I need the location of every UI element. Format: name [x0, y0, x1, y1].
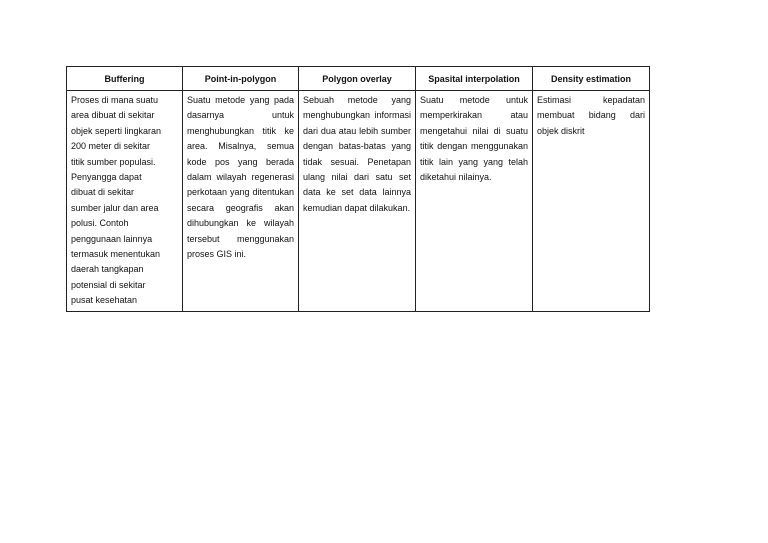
buffering-line: 200 meter di sekitar — [71, 141, 151, 152]
buffering-line: titik sumber populasi. — [71, 156, 156, 167]
cell-buffering — [67, 91, 183, 312]
cell-density-estimation — [533, 91, 650, 312]
buffering-line: pusat kesehatan — [71, 295, 138, 306]
buffering-description — [71, 93, 178, 309]
buffering-line: daerah tangkapan — [71, 264, 144, 275]
cell-spatial-interpolation — [416, 91, 533, 312]
buffering-line: termasuk menentukan — [71, 249, 161, 260]
cell-point-in-polygon — [183, 91, 299, 312]
cell-polygon-overlay — [299, 91, 416, 312]
buffering-line: polusi. Contoh — [71, 218, 129, 229]
buffering-line: objek seperti lingkaran — [71, 125, 162, 136]
density-estimation-description: Estimasi kepadatan membuat bidang dari objek diskrit — [537, 95, 645, 136]
buffering-line: penggunaan lainnya — [71, 233, 153, 244]
buffering-line: Proses di mana suatu — [71, 95, 159, 105]
table-header-row — [67, 67, 650, 91]
header-spatial-interpolation: Spasital interpolation — [416, 67, 533, 91]
gis-methods-table — [66, 66, 650, 312]
polygon-overlay-description: Sebuah metode yang menghubungkan informasi dari dua atau lebih sumber dengan batas-batas yang tidak sesuai. Penetapan ulang nilai dari satu set data ke set data lainnya kemudian dapat dilakukan. — [303, 95, 411, 213]
buffering-line: Penyangga dapat — [71, 172, 142, 183]
buffering-line: area dibuat di sekitar — [71, 110, 155, 121]
header-buffering: Buffering — [67, 67, 183, 91]
buffering-line: dibuat di sekitar — [71, 187, 135, 198]
header-polygon-overlay: Polygon overlay — [299, 67, 416, 91]
table-row — [67, 91, 650, 312]
buffering-line: potensial di sekitar — [71, 279, 146, 290]
spatial-interpolation-description: Suatu metode untuk memperkirakan atau mengetahui nilai di suatu titik dengan menggunakan titik lain yang yang telah diketahui nilainya. — [420, 95, 528, 183]
buffering-line: sumber jalur dan area — [71, 202, 159, 213]
point-in-polygon-description: Suatu metode yang pada dasarnya untuk menghubungkan titik ke area. Misalnya, semua kode pos yang berada dalam wilayah regenerasi perkotaan yang ditentukan secara geografis akan dihubungkan ke wilayah tersebut menggunakan proses GIS ini. — [187, 95, 294, 260]
header-density-estimation: Density estimation — [533, 67, 650, 91]
header-point-in-polygon: Point-in-polygon — [183, 67, 299, 91]
